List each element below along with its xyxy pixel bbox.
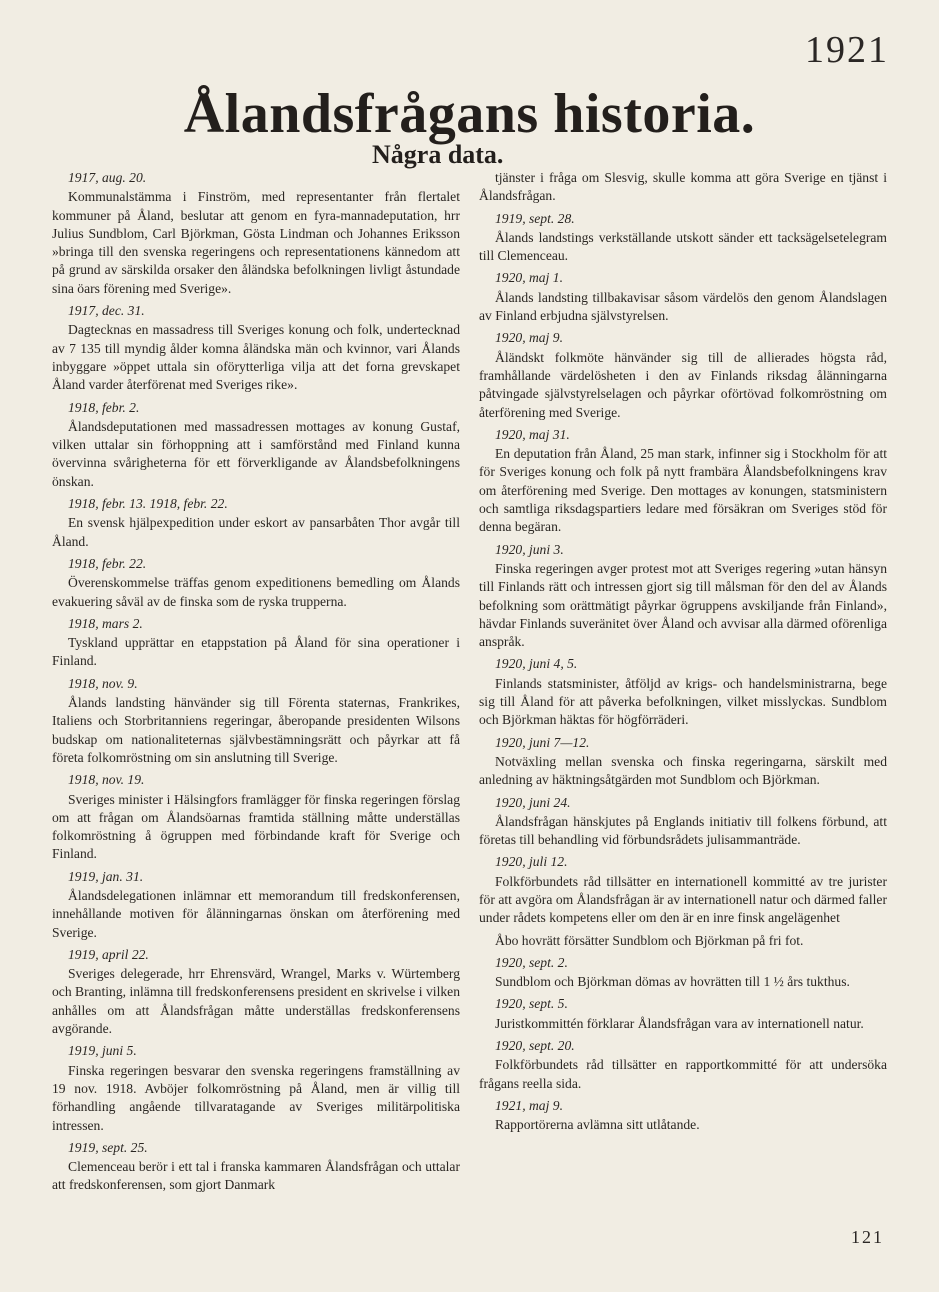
- page-number: 121: [851, 1227, 884, 1247]
- chronology-entry: [52, 946, 460, 1038]
- chronology-entry: [479, 995, 887, 1033]
- entry-date: 1918, febr. 22.: [68, 555, 147, 571]
- chronology-entry: [52, 169, 460, 298]
- entry-date: 1917, aug. 20.: [68, 170, 147, 185]
- entry-date: 1920, juni 3.: [495, 541, 564, 557]
- chronology-entry: [479, 541, 887, 652]
- page-year: 1921: [805, 29, 889, 71]
- entry-text: Juristkommittén förklarar Ålandsfrågan vara av internationell natur.: [495, 1015, 864, 1031]
- chronology-entry: [52, 1042, 460, 1134]
- entry-date: 1920, juni 7—12.: [495, 734, 590, 750]
- entry-text: Folkförbundets råd tillsätter en internationell kommitté av tre jurister för att avgöra om Ålandsfrågan är av internationell natur och därmed faller under rådets kompetens eller om den är en inre finsk angelägenhet: [479, 873, 887, 926]
- entry-date: 1920, juli 12.: [495, 854, 568, 870]
- entry-text: Rapportörerna avlämna sitt utlåtande.: [495, 1117, 700, 1133]
- entry-date: 1917, dec. 31.: [68, 303, 145, 319]
- entry-text: Åbo hovrätt försätter Sundblom och Björkman på fri fot.: [495, 932, 804, 948]
- entry-date: 1919, april 22.: [68, 946, 149, 962]
- right-column: [479, 169, 887, 1139]
- chronology-entry: [479, 1097, 887, 1135]
- chronology-entry: [52, 675, 460, 767]
- entry-date: 1920, sept. 20.: [495, 1038, 575, 1054]
- page-title: Ålandsfrågans historia.: [183, 83, 756, 145]
- entry-text: Ålands landsting hänvänder sig till Förenta staternas, Frankrikes, Italiens och Storbritanniens regeringar, åberopande presidenten Wilsons budskap om nationaliteternas självbestämningsrätt och påyrkar att få företa folkomröstning om sin anslutning till Sverige.: [52, 695, 460, 765]
- entry-text: Folkförbundets råd tillsätter en rapportkommitté för att undersöka frågans reella sida.: [479, 1057, 887, 1091]
- chronology-entry: [479, 655, 887, 729]
- entry-text: Finlands statsminister, åtföljd av krigs- och handelsministrarna, bege sig till Åland för att påverka befolkningen, vilket misslyckas. Sundblom och Björkman häktas för högförräderi.: [479, 675, 887, 728]
- entry-text: Finska regeringen besvarar den svenska regeringens framställning av 19 nov. 1918. Avböjer folkomröstning på Åland, men är villig till förhandling angående tillvaratagande av Sveriges militärpolitiska intressen.: [52, 1062, 460, 1133]
- entry-text: Kommunalstämma i Finström, med representanter från flertalet kommuner på Åland, beslutar att genom en fyra-mannadeputation, hrr Julius Sundblom, Carl Björkman, Gösta Lindman och Johannes Eriksson »bringa till den svenska regeringens och representationens kännedom att på grund av särskilda orsaker den åländska befolkningen livligt åstundade sina öars förening med Sverige».: [52, 189, 460, 296]
- chronology-entry: [479, 426, 887, 537]
- entry-text: Dagtecknas en massadress till Sveriges konung och folk, undertecknad av 7 135 till myndig ålder komna åländska män och kvinnor, vari Ålands inbyggare »öppet uttala sin oförytterliga vilja att det forna grevskapet Åland varder återförenat med Sveriges rike».: [52, 322, 460, 393]
- chronology-entry: [52, 555, 460, 611]
- chronology-entry: [479, 269, 887, 325]
- entry-text: Överenskommelse träffas genom expeditionens bemedling om Ålands evakuering såväl av de finska som de ryska trupperna.: [52, 575, 460, 609]
- entry-date: 1919, sept. 28.: [495, 210, 575, 226]
- left-column: [52, 169, 460, 1199]
- chronology-entry: [52, 771, 460, 863]
- chronology-entry: [52, 399, 460, 491]
- entry-date: 1920, maj 9.: [495, 330, 563, 346]
- entry-date: 1918, nov. 9.: [68, 675, 138, 691]
- entry-text: Ålandsdelegationen inlämnar ett memorandum till fredskonferensen, innehållande motiven för ålänningarnas önskan om återförening med Sverige.: [52, 887, 460, 940]
- entry-date: 1921, maj 9.: [495, 1097, 563, 1113]
- chronology-entry: [52, 302, 460, 394]
- entry-date: 1918, nov. 19.: [68, 772, 145, 788]
- chronology-entry: [52, 868, 460, 942]
- chronology-entry: [479, 853, 887, 927]
- chronology-entry: [479, 954, 887, 992]
- entry-text: Clemenceau berör i ett tal i franska kammaren Ålandsfrågan och uttalar att fredskonferensen, som gjort Danmark: [52, 1159, 460, 1193]
- entry-text: Tyskland upprättar en etappstation på Åland för sina operationer i Finland.: [52, 635, 460, 669]
- chronology-entry: [479, 1037, 887, 1093]
- entry-date: 1920, sept. 5.: [495, 996, 568, 1012]
- entry-date: 1918, mars 2.: [68, 615, 143, 631]
- chronology-entry: [479, 932, 887, 950]
- chronology-entry: [479, 169, 887, 206]
- entry-date: 1918, febr. 13. 1918, febr. 22.: [68, 496, 228, 512]
- chronology-entry: [479, 734, 887, 790]
- entry-date: 1919, jan. 31.: [68, 868, 144, 884]
- chronology-entry: [52, 495, 460, 551]
- entry-text: Sveriges minister i Hälsingfors framlägger för finska regeringen förslag om att frågan om Ålandsöarnas framtida ställning måtte underställas folkomröstning å ögruppen med förbindande kraft för Sverige och Finland.: [52, 791, 460, 862]
- chronology-entry: [479, 329, 887, 421]
- entry-date: 1920, juni 24.: [495, 794, 571, 810]
- entry-text: Åländskt folkmöte hänvänder sig till de allierades högsta råd, framhållande värdelösheten i den av Finlands riksdag ålänningarna påtvingade självstyrelselagen och påyrkar oförtövad folkomröstning om återförening med Sverige.: [479, 349, 887, 420]
- entry-text: Finska regeringen avger protest mot att Sveriges regering »utan hänsyn till Finlands rätt och intressen gjort sig till målsman för den del av Ålands befolkning som orättmätigt påyrkar ögruppens avskiljande från Finland», hävdar Finlands suveränitet över Åland och avvisar alla därmed oförenliga anspråk.: [479, 560, 887, 650]
- entry-date: 1919, sept. 25.: [68, 1139, 148, 1155]
- entry-text: tjänster i fråga om Slesvig, skulle komma att göra Sverige en tjänst i Ålandsfrågan.: [479, 170, 887, 204]
- chronology-entry: [479, 210, 887, 266]
- entry-date: 1918, febr. 2.: [68, 399, 140, 415]
- chronology-entry: [52, 1139, 460, 1195]
- entry-text: En svensk hjälpexpedition under eskort av pansarbåten Thor avgår till Åland.: [52, 515, 460, 549]
- entry-text: Sundblom och Björkman dömas av hovrätten till 1 ½ års tukthus.: [495, 974, 850, 990]
- entry-date: 1920, juni 4, 5.: [495, 656, 578, 672]
- entry-date: 1919, juni 5.: [68, 1043, 137, 1059]
- chronology-entry: [479, 794, 887, 850]
- entry-text: Sveriges delegerade, hrr Ehrensvärd, Wrangel, Marks v. Würtemberg och Branting, inlämna till fredskonferensens president en skrivelse i vilken anhålles om att Ålandsfrågan måtte underställas fredskonferensens avgörande.: [52, 966, 460, 1037]
- entry-text: Ålands landstings verkställande utskott sänder ett tacksägelsetelegram till Clemenceau.: [479, 229, 887, 264]
- entry-text: Ålands landsting tillbakavisar såsom värdelös den genom Ålandslagen av Finland erbjudna självstyrelsen.: [479, 289, 887, 324]
- page-subtitle: Några data.: [372, 140, 504, 169]
- entry-text: En deputation från Åland, 25 man stark, infinner sig i Stockholm för att för Sveriges konung och folk på nytt frambära Ålandsbefolkningens krav om återförening med Sverige. Den mottages av konungen, statsministern och samtliga riksdagspartiers ledare med försäkran om Sveriges stöd för denna begäran.: [479, 446, 887, 535]
- entry-date: 1920, maj 31.: [495, 426, 570, 442]
- entry-date: 1920, maj 1.: [495, 270, 563, 286]
- entry-text: Ålandsdeputationen med massadressen mottages av konung Gustaf, vilken uttalar sin förhoppning att i samförstånd med Finland kunna övervinna svårigheterna för ett förverkligande av Ålandsbefolkningens önskan.: [52, 418, 460, 489]
- chronology-entry: [52, 615, 460, 671]
- entry-text: Ålandsfrågan hänskjutes på Englands initiativ till folkens förbund, att företas till behandling vid förbundsrådets julisammanträde.: [479, 813, 887, 848]
- entry-date: 1920, sept. 2.: [495, 954, 568, 970]
- entry-text: Notväxling mellan svenska och finska regeringarna, särskilt med anledning av häktningsåtgärden mot Sundblom och Björkman.: [479, 753, 887, 788]
